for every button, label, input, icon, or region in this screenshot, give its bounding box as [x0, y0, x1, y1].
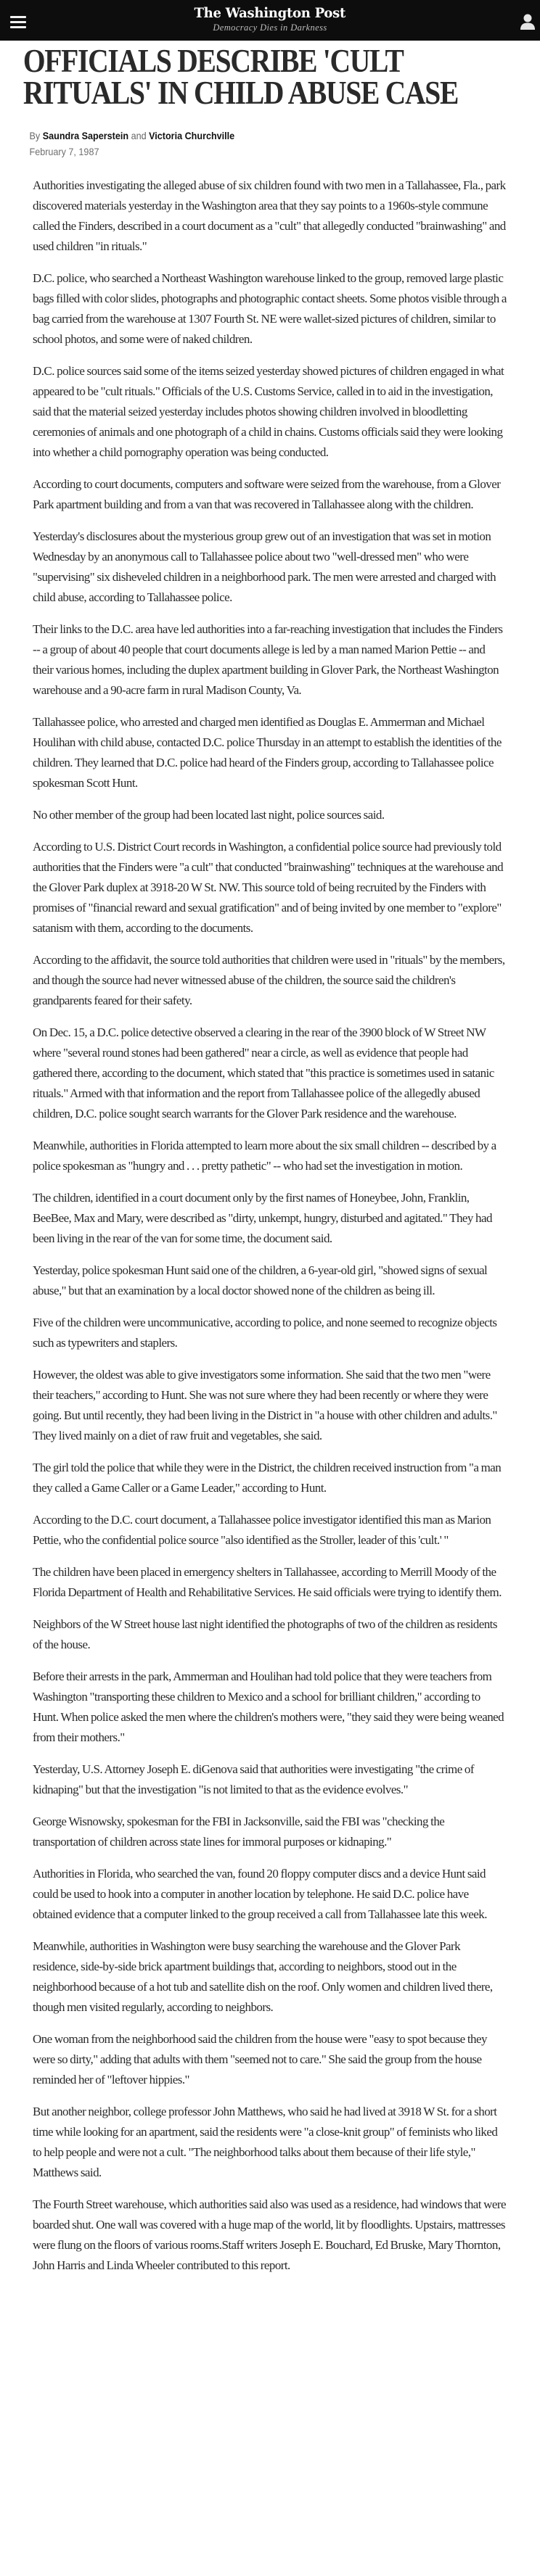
publish-date: February 7, 1987 — [29, 146, 99, 157]
paragraph: According to the affidavit, the source told authorities that children were used in "rituals" by the members, and though the source had never witnessed abuse of the children, the source said the children's grandparents feared for their safety. — [33, 953, 505, 1007]
user-silhouette-icon — [520, 13, 536, 30]
paragraph: According to U.S. District Court records in Washington, a confidential police source had previously told authorities that the Finders were "a cult" that conducted "brainwashing" techniques at the warehouse and the Glover Park duplex at 3918-20 W St. NW. This source told of being recruited by the Finders with promises of "financial reward and sexual gratification" and of being invited by one member to "explore" satanism with them, according to the documents. — [33, 840, 504, 935]
paragraph: D.C. police, who searched a Northeast Washington warehouse linked to the group, removed large plastic bags filled with color slides, photographs and photographic contact sheets. Some photos visible through a bag carried from the warehouse at 1307 Fourth St. NE were wallet-sized pictures of children, similar to school photos, and some were of naked children. — [33, 271, 507, 346]
masthead[interactable] — [0, 4, 540, 33]
paragraph: Meanwhile, authorities in Florida attempted to learn more about the six small children -- described by a police spokesman as "hungry and . . . pretty pathetic" -- who had set the investigation in motion. — [33, 1139, 496, 1173]
paragraph: The children have been placed in emergency shelters in Tallahassee, according to Merrill Moody of the Florida Department of Health and Rehabilitative Services. He said officials were trying to identify them. — [33, 1565, 502, 1599]
paragraph: However, the oldest was able to give investigators some information. She said that the two men "were their teachers," according to Hunt. She was not sure where they had been recently or where they were going. But until recently, they had been living in the District in "a house with other children and adults." They lived mainly on a diet of raw fruit and vegetables, she said. — [33, 1368, 497, 1442]
author-link-1[interactable]: Saundra Saperstein — [42, 130, 129, 141]
paragraph: Authorities in Florida, who searched the van, found 20 floppy computer discs and a device Hunt said could be used to hook into a computer in another location by telephone. He said D.C. police have obtained evidence that a computer linked to the group received a call from Tallahassee late this week. — [33, 1867, 487, 1921]
paragraph: Neighbors of the W Street house last night identified the photographs of two of the children as residents of the house. — [33, 1617, 497, 1651]
paragraph: According to the D.C. court document, a Tallahassee police investigator identified this man as Marion Pettie, who the confidential police source "also identified as the Stroller, leader of this 'cult.' " — [33, 1513, 491, 1547]
site-header — [0, 0, 540, 41]
site-logo[interactable]: The Washington Post — [194, 5, 346, 21]
byline — [0, 129, 486, 142]
author-link-2[interactable]: Victoria Churchville — [149, 130, 235, 141]
article-headline: OFFICIALS DESCRIBE 'CULT RITUALS' IN CHILD ABUSE CASE — [22, 42, 459, 111]
paragraph: The Fourth Street warehouse, which authorities said also was used as a residence, had windows that were boarded shut. One wall was covered with a huge map of the world, lit by floodlights. Upstairs, mattresses were flung on the floors of various rooms.Staff writers Joseph E. Bouchard, Ed Bruske, Mary Thornton, John Harris and Linda Wheeler contributed to this report. — [33, 2197, 506, 2272]
paragraph: George Wisnowsky, spokesman for the FBI in Jacksonville, said the FBI was "checking the transportation of children across state lines for immoral purposes or kidnaping." — [33, 1815, 445, 1849]
byline-prefix: By — [29, 130, 41, 141]
paragraph: D.C. police sources said some of the items seized yesterday showed pictures of children engaged in what appeared to be "cult rituals." Officials of the U.S. Customs Service, called in to aid in the investigation, said that the material seized yesterday includes photos showing children involved in bloodletting ceremonies of animals and one photograph of a child in chains. Customs officials said they were looking into whether a child pornography operation was being conducted. — [33, 364, 504, 459]
paragraph: The girl told the police that while they were in the District, the children received instruction from "a man they called a Game Caller or a Game Leader," according to Hunt. — [33, 1461, 502, 1495]
site-tagline: Democracy Dies in Darkness — [213, 22, 327, 33]
paragraph: On Dec. 15, a D.C. police detective observed a clearing in the rear of the 3900 block of W Street NW where "several round stones had been gathered" near a circle, as well as evidence that people had gathered there, according to the document, which stated that "this practice is sometimes used in satanic rituals." Armed with that information and the report from Tallahassee police of the allegedly abused children, D.C. police sought search warrants for the Glover Park residence and the warehouse. — [33, 1025, 494, 1120]
paragraph: One woman from the neighborhood said the children from the house were "easy to spot because they were so dirty," adding that adults with them "seemed not to care." She said the group from the house reminded her of "leftover hippies." — [33, 2032, 487, 2086]
user-account-icon[interactable] — [520, 13, 536, 30]
paragraph: Authorities investigating the alleged abuse of six children found with two men in a Tallahassee, Fla., park discovered materials yesterday in the Washington area that they say points to a 1960s-style commune called the Finders, described in a court document as a "cult" that allegedly conducted "brainwashing" and used children "in rituals." — [33, 178, 506, 253]
paragraph: No other member of the group had been located last night, police sources said. — [33, 808, 385, 822]
paragraph: According to court documents, computers and software were seized from the warehouse, from a Glover Park apartment building and from a van that was recovered in Tallahassee along with the children. — [33, 477, 501, 511]
paragraph: Yesterday, U.S. Attorney Joseph E. diGenova said that authorities were investigating "the crime of kidnaping" but that the investigation "is not limited to that as the evidence evolves." — [33, 1762, 474, 1796]
article — [0, 41, 540, 2276]
paragraph: Yesterday, police spokesman Hunt said one of the children, a 6-year-old girl, "showed signs of sexual abuse," but that an examination by a local doctor showed none of the children as being ill. — [33, 1263, 488, 1297]
paragraph: Yesterday's disclosures about the mysterious group grew out of an investigation that was set in motion Wednesday by an anonymous call to Tallahassee police about two "well-dressed men" who were "supervising" six disheveled children in a neighborhood park. The men were arrested and charged with child abuse, according to Tallahassee police. — [33, 529, 496, 604]
paragraph: But another neighbor, college professor John Matthews, who said he had lived at 3918 W St. for a short time while looking for an apartment, said the residents were "a close-knit group" of feminists who liked to help people and were not a cult. "The neighborhood talks about them because of their life style," Matthews said. — [33, 2105, 498, 2179]
paragraph: The children, identified in a court document only by the first names of Honeybee, John, Franklin, BeeBee, Max and Mary, were described as "dirty, unkempt, hungry, disturbed and agitated." They had been living in the rear of the van for some time, the document said. — [33, 1191, 492, 1245]
byline-conjunction: and — [131, 130, 147, 141]
paragraph: Tallahassee police, who arrested and charged men identified as Douglas E. Ammerman and Michael Houlihan with child abuse, contacted D.C. police Thursday in an attempt to establish the identities of the children. They learned that D.C. police had heard of the Finders group, according to Tallahassee police spokesman Scott Hunt. — [33, 715, 502, 790]
article-body — [0, 176, 540, 2276]
paragraph: Before their arrests in the park, Ammerman and Houlihan had told police that they were teachers from Washington "transporting these children to Mexico and a school for brilliant children," according to Hunt. When police asked the men where the children's mothers were, "they said they were being weaned from their mothers." — [33, 1669, 504, 1744]
paragraph: Their links to the D.C. area have led authorities into a far-reaching investigation that includes the Finders -- a group of about 40 people that court documents allege is led by a man named Marion Pettie -- and their various homes, including the duplex apartment building in Glover Park, the Northeast Washington warehouse and a 90-acre farm in rural Madison County, Va. — [33, 622, 503, 697]
paragraph: Meanwhile, authorities in Washington were busy searching the warehouse and the Glover Park residence, side-by-side brick apartment buildings that, according to neighbors, stood out in the neighborhood because of a hot tub and satellite dish on the roof. Only women and children lived there, though men visited regularly, according to neighbors. — [33, 1939, 493, 2014]
paragraph: Five of the children were uncommunicative, according to police, and none seemed to recognize objects such as typewriters and staplers. — [33, 1316, 497, 1350]
